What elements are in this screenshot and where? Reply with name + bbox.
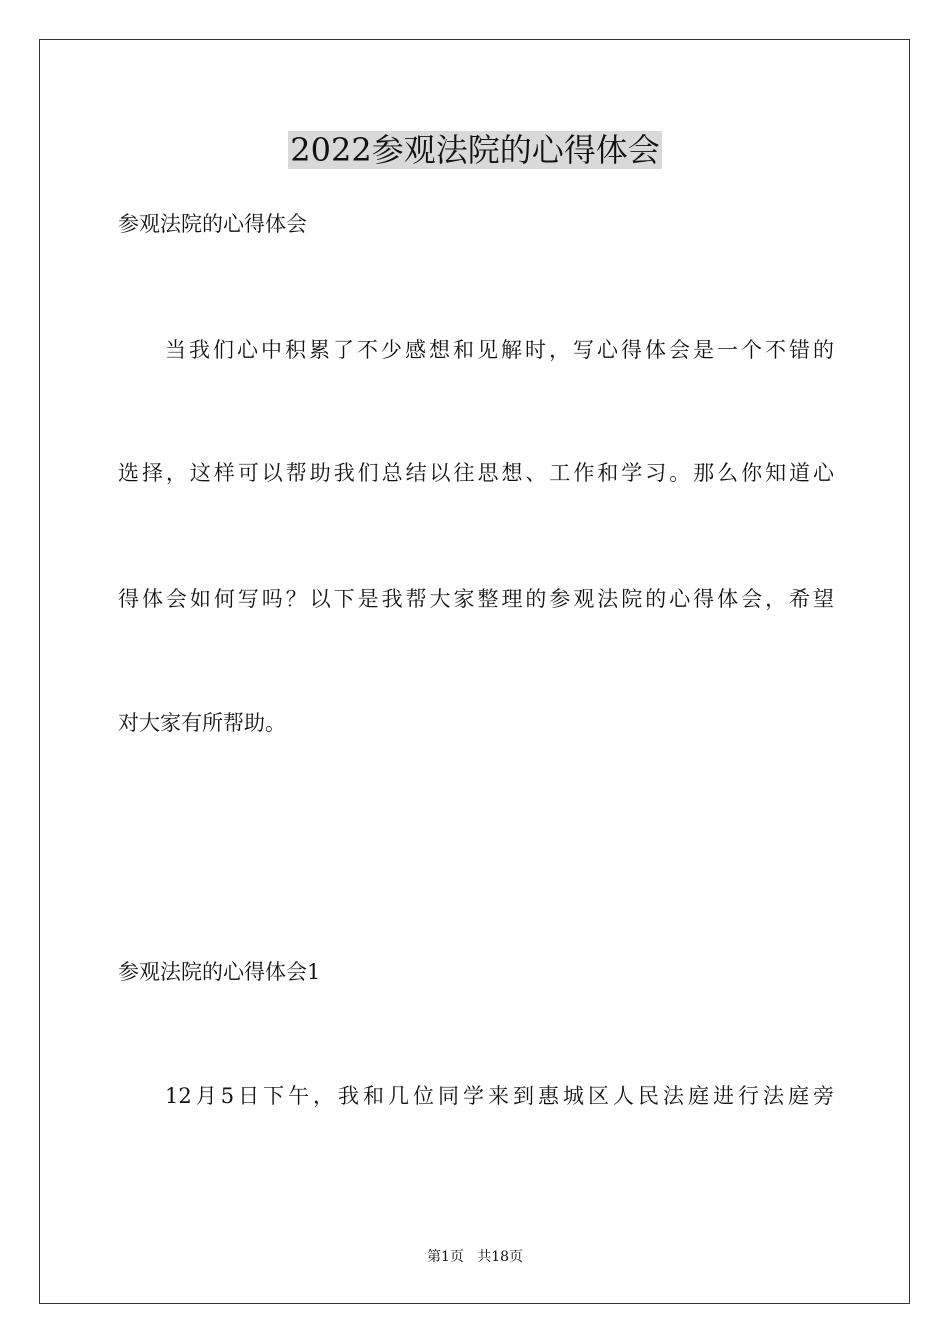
document-title — [0, 128, 950, 172]
page-number-footer: 第1页 共18页 — [426, 1249, 524, 1265]
section-first-line: 12月5日下午，我和几位同学来到惠城区人民法庭进行法庭旁 — [165, 1084, 834, 1108]
document-subtitle: 参观法院的心得体会 — [118, 212, 307, 236]
document-title-text: 2022参观法院的心得体会 — [290, 131, 660, 169]
intro-line-1: 当我们心中积累了不少感想和见解时，写心得体会是一个不错的 — [165, 338, 834, 362]
intro-line-3: 得体会如何写吗？以下是我帮大家整理的参观法院的心得体会，希望 — [118, 587, 834, 611]
intro-line-2: 选择，这样可以帮助我们总结以往思想、工作和学习。那么你知道心 — [118, 461, 834, 485]
intro-line-4: 对大家有所帮助。 — [118, 711, 286, 735]
section-heading: 参观法院的心得体会1 — [118, 960, 321, 984]
